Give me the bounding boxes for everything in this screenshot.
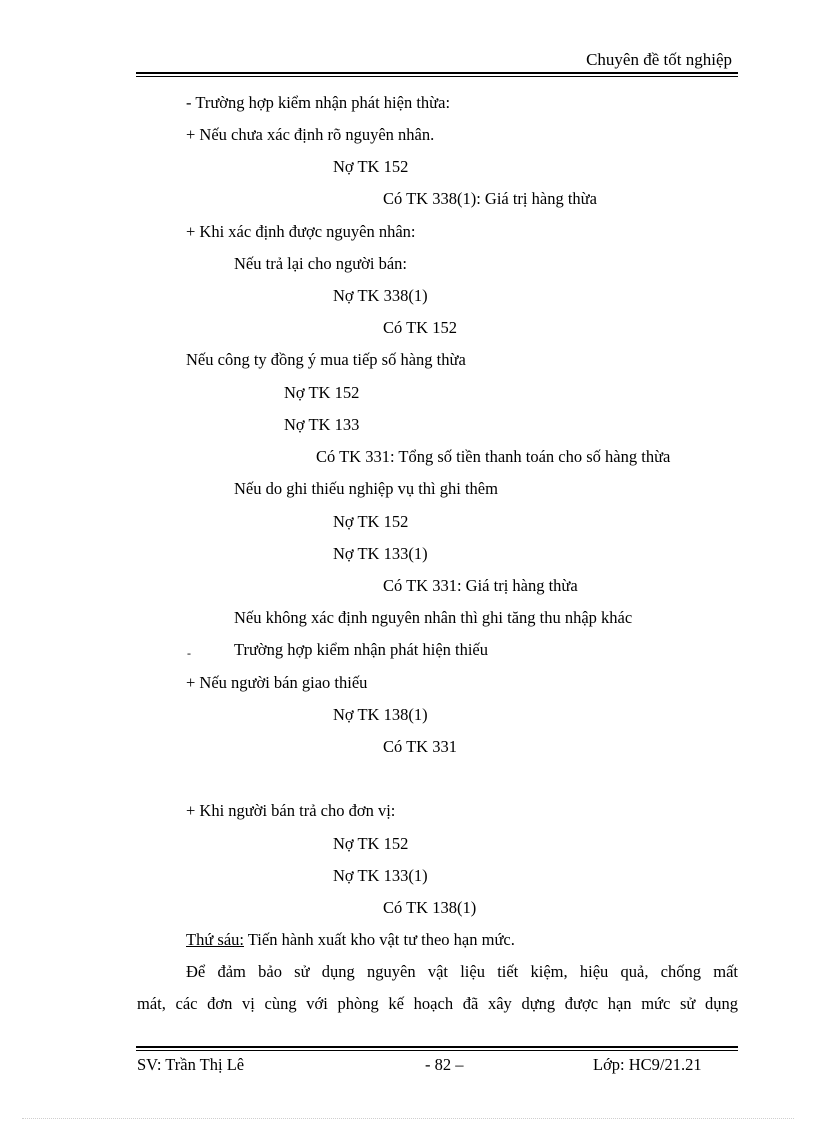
text-line: Có TK 331: Giá trị hàng thừa: [383, 576, 578, 595]
text-line: Nợ TK 152: [333, 834, 409, 853]
text-line: Nợ TK 152: [333, 512, 409, 531]
section-label: Thứ sáu:: [186, 930, 244, 949]
text-line: Có TK 138(1): [383, 898, 477, 917]
text-line: Nợ TK 152: [333, 157, 409, 176]
text-line: Nợ TK 138(1): [333, 705, 428, 724]
footer-student: SV: Trần Thị Lê: [137, 1055, 245, 1074]
text-line: Có TK 338(1): Giá trị hàng thừa: [383, 189, 597, 208]
text-line: Nếu do ghi thiếu nghiệp vụ thì ghi thêm: [234, 479, 498, 498]
text-line: Nếu trả lại cho người bán:: [234, 254, 407, 273]
bullet-dash: -: [187, 646, 191, 660]
page-edge: [22, 1118, 794, 1119]
text-line: Có TK 152: [383, 318, 457, 337]
text-line: Trường hợp kiểm nhận phát hiện thiếu: [234, 640, 489, 659]
section-text: Tiến hành xuất kho vật tư theo hạn mức.: [243, 930, 515, 949]
paragraph-line: mát, các đơn vị cùng với phòng kế hoạch đã xây dựng được hạn mức sử dụng: [137, 994, 738, 1013]
paragraph-line: Để đảm bảo sử dụng nguyên vật liệu tiết kiệm, hiệu quả, chống mất: [186, 962, 738, 981]
text-line: Có TK 331: Tổng số tiền thanh toán cho số hàng thừa: [316, 447, 671, 466]
text-line: Nếu công ty đồng ý mua tiếp số hàng thừa: [186, 350, 466, 369]
footer-class: Lớp: HC9/21.21: [593, 1055, 702, 1074]
text-line: + Nếu người bán giao thiếu: [186, 673, 368, 692]
section-heading: [186, 930, 515, 950]
text-line: Nợ TK 338(1): [333, 286, 428, 305]
text-line: Có TK 331: [383, 737, 457, 756]
footer-page-number: - 82 –: [425, 1055, 464, 1074]
text-line: Nợ TK 152: [284, 383, 360, 402]
text-line: Nợ TK 133(1): [333, 866, 428, 885]
footer-divider: [136, 1046, 738, 1051]
header-title: Chuyên đề tốt nghiệp: [586, 50, 732, 69]
text-line: Nợ TK 133(1): [333, 544, 428, 563]
text-line: + Khi xác định được nguyên nhân:: [186, 222, 416, 241]
header-divider: [136, 72, 738, 77]
text-line: + Nếu chưa xác định rõ nguyên nhân.: [186, 125, 435, 144]
text-line: + Khi người bán trả cho đơn vị:: [186, 801, 396, 820]
text-line: Nếu không xác định nguyên nhân thì ghi tăng thu nhập khác: [234, 608, 633, 627]
text-line: Nợ TK 133: [284, 415, 360, 434]
text-line: - Trường hợp kiểm nhận phát hiện thừa:: [186, 93, 451, 112]
